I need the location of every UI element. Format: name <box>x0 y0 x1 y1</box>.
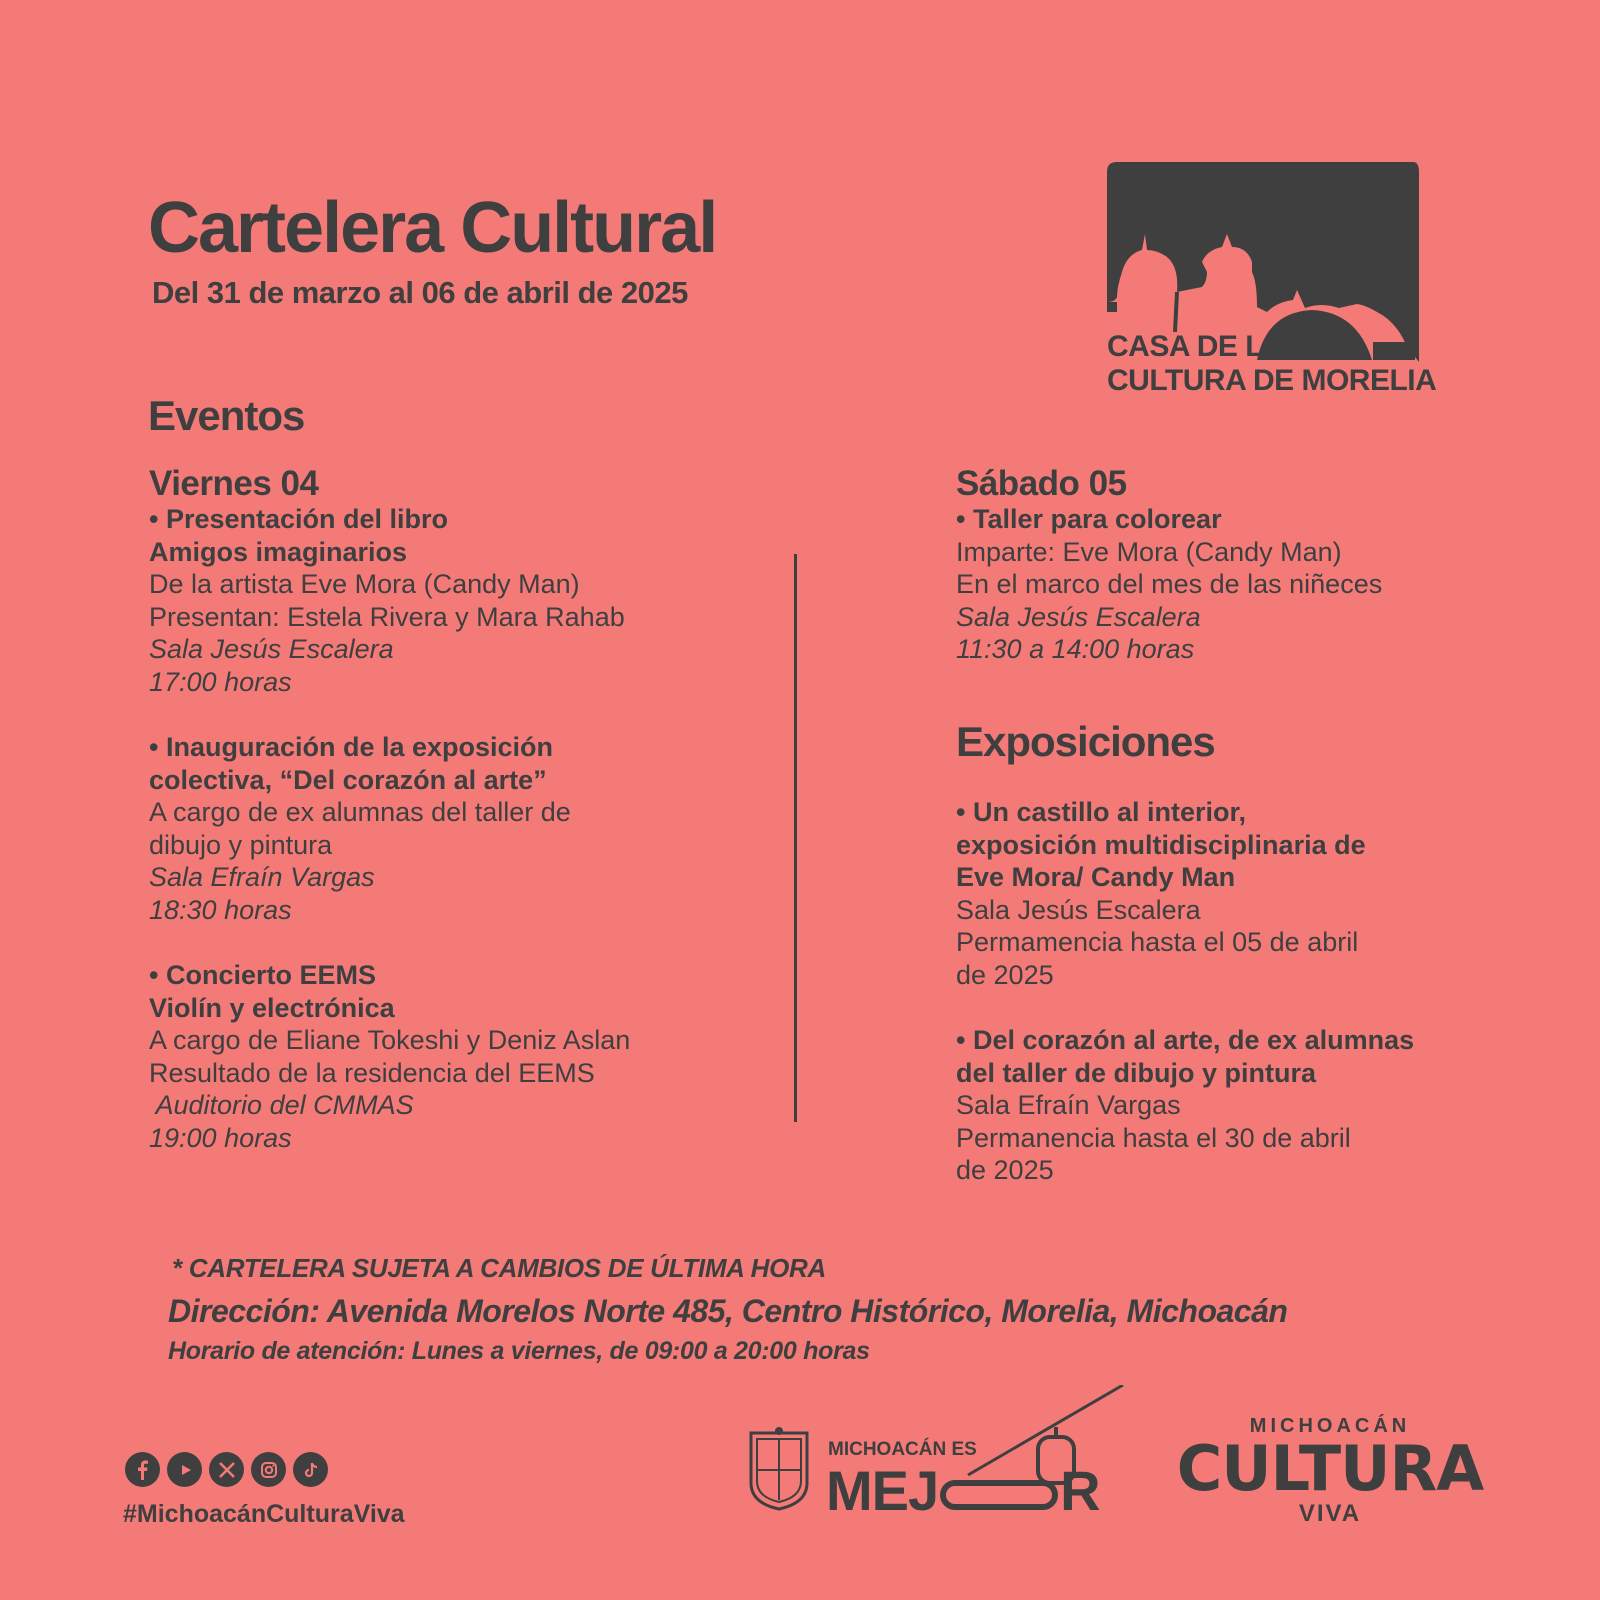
casa-logo-line1: CASA DE LA <box>1107 330 1285 363</box>
event-detail: A cargo de Eliane Tokeshi y Deniz Aslan <box>149 1025 631 1055</box>
eventos-heading: Eventos <box>148 392 305 439</box>
x-icon[interactable] <box>209 1452 244 1487</box>
exhibition-title: • Un castillo al interior, <box>956 797 1247 827</box>
cable-track-icon <box>940 1480 1058 1510</box>
column-divider <box>794 554 797 1122</box>
address: Dirección: Avenida Morelos Norte 485, Centro Histórico, Morelia, Michoacán <box>168 1293 1288 1329</box>
event-title: • Concierto EEMS <box>149 960 376 990</box>
event-item <box>149 959 769 1154</box>
exhibition-item <box>956 796 1516 991</box>
mejor-logo-end: R <box>1060 1459 1100 1522</box>
event-item <box>149 731 769 926</box>
event-item <box>956 503 1496 666</box>
event-time: 11:30 a 14:00 horas <box>956 634 1195 664</box>
event-time: 18:30 horas <box>149 894 292 925</box>
event-time: 19:00 horas <box>149 1122 292 1153</box>
exhibition-title: • Del corazón al arte, de ex alumnas <box>956 1025 1415 1055</box>
event-venue: Sala Jesús Escalera <box>149 634 394 664</box>
facebook-icon[interactable] <box>125 1452 160 1487</box>
sabado-day: Sábado 05 <box>956 464 1127 503</box>
exhibition-title: del taller de dibujo y pintura <box>956 1057 1317 1088</box>
exhibition-detail: Sala Jesús Escalera <box>956 894 1201 925</box>
cultura-viva-logo <box>1165 1415 1495 1545</box>
exhibition-detail: de 2025 <box>956 1155 1054 1185</box>
coat-of-arms-icon <box>748 1425 810 1511</box>
event-detail: Imparte: Eve Mora (Candy Man) <box>956 536 1342 567</box>
event-detail: De la artista Eve Mora (Candy Man) <box>149 569 580 599</box>
event-title: colectiva, “Del corazón al arte” <box>149 764 547 795</box>
mejor-logo-start: MEJ <box>826 1459 939 1522</box>
casa-logo-line2: CULTURA DE MORELIA <box>1107 364 1437 397</box>
hashtag: #MichoacánCulturaViva <box>123 1500 405 1528</box>
exhibition-detail: Permanencia hasta el 30 de abril <box>956 1122 1351 1153</box>
exhibition-detail: Sala Efraín Vargas <box>956 1090 1181 1120</box>
cultura-logo-top: MICHOACÁN <box>1249 1415 1411 1437</box>
cultura-logo-bottom: VIVA <box>1298 1500 1362 1527</box>
event-venue: Sala Jesús Escalera <box>956 601 1201 632</box>
mejor-logo-top: MICHOACÁN ES <box>828 1439 977 1460</box>
exposiciones-column <box>956 796 1516 1187</box>
event-detail: Presentan: Estela Rivera y Mara Rahab <box>149 601 625 632</box>
exhibition-title: Eve Mora/ Candy Man <box>956 862 1236 892</box>
event-detail: A cargo de ex alumnas del taller de <box>149 797 571 827</box>
event-title: • Presentación del libro <box>149 504 449 534</box>
event-detail: Resultado de la residencia del EEMS <box>149 1057 595 1088</box>
sabado-column <box>956 465 1496 666</box>
viernes-column <box>149 465 769 1154</box>
casa-cultura-logo <box>1107 162 1437 402</box>
event-detail: En el marco del mes de las niñeces <box>956 569 1383 599</box>
opening-hours: Horario de atención: Lunes a viernes, de 09:00 a 20:00 horas <box>168 1337 870 1365</box>
page-title: Cartelera Cultural <box>148 188 717 268</box>
event-time: 17:00 horas <box>149 666 292 697</box>
instagram-icon[interactable] <box>251 1452 286 1487</box>
event-title: Violín y electrónica <box>149 992 395 1023</box>
viernes-day: Viernes 04 <box>149 464 319 503</box>
social-icons <box>125 1452 328 1487</box>
exhibition-detail: Permamencia hasta el 05 de abril <box>956 927 1359 957</box>
youtube-icon[interactable] <box>167 1452 202 1487</box>
event-title: • Taller para colorear <box>956 504 1222 534</box>
tiktok-icon[interactable] <box>293 1452 328 1487</box>
michoacan-mejor-logo <box>748 1385 1128 1525</box>
exposiciones-heading: Exposiciones <box>956 718 1215 765</box>
event-detail: dibujo y pintura <box>149 829 333 860</box>
event-venue: Auditorio del CMMAS <box>149 1090 414 1120</box>
event-title: • Inauguración de la exposición <box>149 732 554 762</box>
changes-notice: * CARTELERA SUJETA A CAMBIOS DE ÚLTIMA HORA <box>172 1253 826 1283</box>
event-item <box>149 503 769 698</box>
cultura-logo-main: CULTURA <box>1176 1432 1484 1505</box>
date-range: Del 31 de marzo al 06 de abril de 2025 <box>152 275 688 310</box>
exhibition-title: exposición multidisciplinaria de <box>956 829 1366 860</box>
exhibition-item <box>956 1024 1516 1187</box>
exhibition-detail: de 2025 <box>956 959 1054 990</box>
event-title: Amigos imaginarios <box>149 536 408 567</box>
event-venue: Sala Efraín Vargas <box>149 862 375 892</box>
